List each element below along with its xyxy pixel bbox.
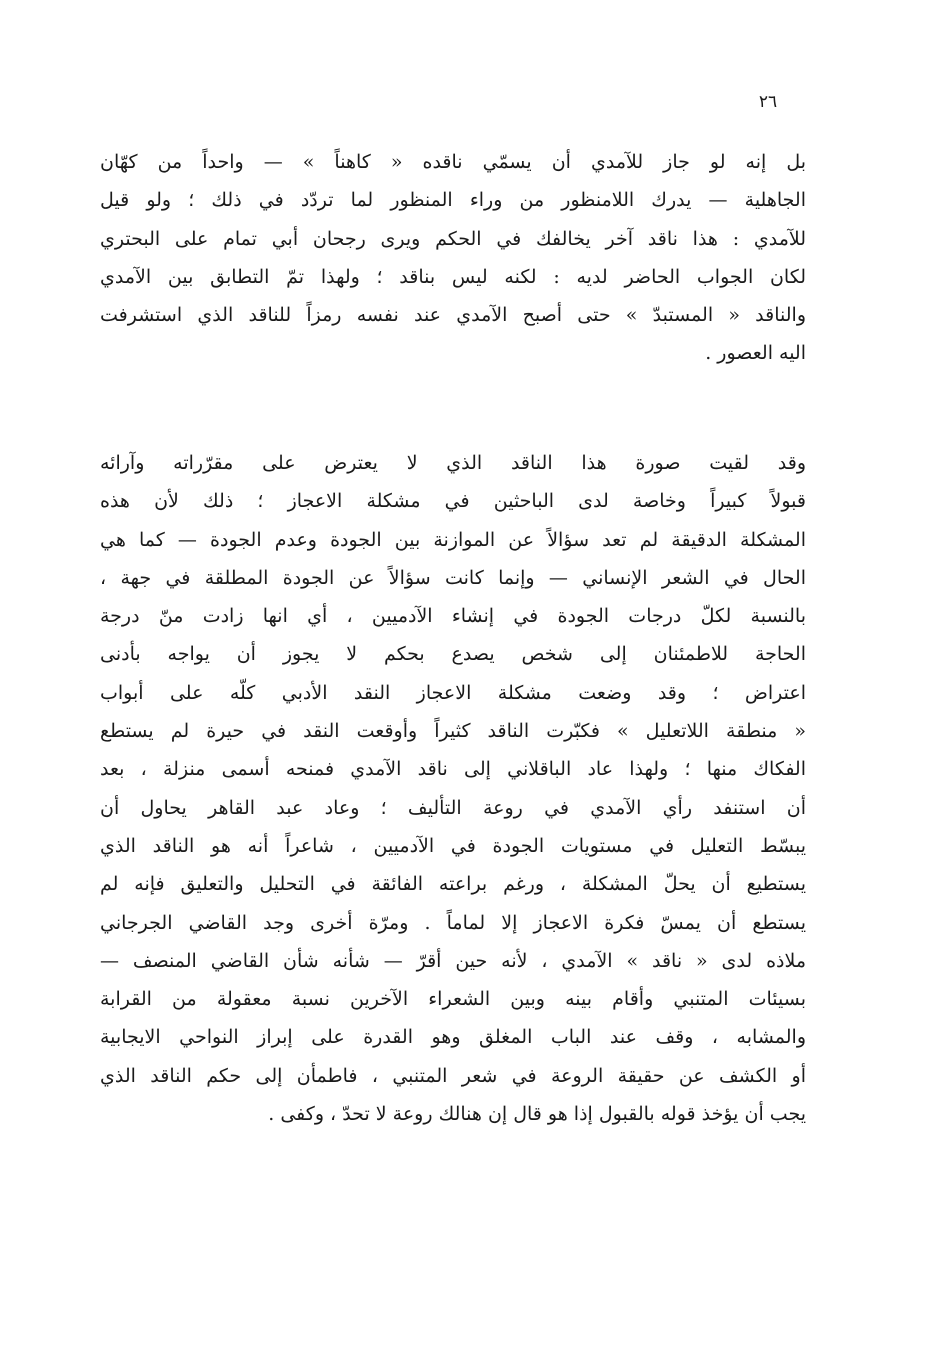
paragraph-line: الفكاك منها ؛ ولهذا عاد الباقلاني إلى ناقد الآمدي فمنحه أسمى منزلة ، بعد — [100, 758, 806, 781]
paragraph-line: يجب أن يؤخذ قوله بالقبول إذا هو قال إن هنالك روعة لا تحدّ ، وكفى . — [268, 1103, 806, 1126]
paragraph-line: اليه العصور . — [705, 342, 806, 365]
paragraph-line: بالنسبة لكلّ درجات الجودة في إنشاء الآدميين ، أي انها زادت منّ درجة — [100, 605, 806, 628]
paragraph-line: لكان الجواب الحاضر لديه : لكنه ليس بناقد ؛ ولهذا تمّ التطابق بين الآمدي — [100, 265, 806, 288]
page-number: ٢٦ — [758, 92, 778, 112]
paragraph-line: يستطيع أن يحلّ المشكلة ، ورغم براعته الفائقة في التحليل والتعليق فإنه لم — [100, 873, 806, 896]
paragraph-line: يبسّط التعليل في مستويات الجودة في الآدميين ، شاعراً أنه هو الناقد الذي — [100, 834, 806, 857]
paragraph-line: يستطع أن يمسّ فكرة الاعجاز إلا لماماً . ومرّة أخرى وجد القاضي الجرجاني — [100, 911, 806, 934]
paragraph-2 — [100, 444, 806, 1133]
paragraph-line: وقد لقيت صورة هذا الناقد الذي لا يعترض على مقرّراته وآرائه — [100, 452, 806, 474]
paragraph-line: الجاهلية — يدرك اللامنظور من وراء المنظور لما تردّد في ذلك ؛ ولو قيل — [100, 189, 806, 212]
paragraph-line: بسيئات المتنبي وأقام بينه وبين الشعراء الآخرين نسبة معقولة من القرابة — [100, 988, 806, 1011]
paragraph-line: بل إنه لو جاز للآمدي أن يسمّي ناقده « كاهناً » — واحداً من كهّان — [100, 151, 806, 173]
paragraph-line: أو الكشف عن حقيقة الروعة في شعر المتنبي ، فاطمأن إلى حكم الناقد الذي — [100, 1064, 806, 1087]
paragraph-line: للآمدي : هذا ناقد آخر يخالفك في الحكم ويرى رجحان أبي تمام على البحتري — [100, 227, 806, 250]
paragraph-1 — [100, 143, 806, 373]
paragraph-line: أن استنفد رأي الآمدي في روعة التأليف ؛ وعاد عبد القاهر يحاول أن — [100, 796, 806, 819]
paragraph-line: ملاذه لدى « ناقد » الآمدي ، لأنه حين أقرّ — شأنه شأن القاضي المنصف — — [100, 949, 806, 972]
paragraph-line: والمشابه ، وقف عند الباب المغلق وهو القدرة على إبراز النواحي الايجابية — [100, 1026, 806, 1049]
paragraph-line: قبولاً كبيراً وخاصة لدى الباحثين في مشكلة الاعجاز ؛ ذلك لأن هذه — [100, 490, 806, 513]
paragraph-line: الحال في الشعر الإنساني — وإنما كانت سؤالاً عن الجودة المطلقة في جهة ، — [100, 566, 806, 589]
paragraph-line: والناقد « المستبدّ » حتى أصبح الآمدي عند نفسه رمزاً للناقد الذي استشرفت — [100, 304, 806, 327]
paragraph-line: « منطقة اللاتعليل » فكبّرت الناقد كثيراً وأوقعت النقد في حيرة لم يستطع — [100, 720, 806, 743]
paragraph-line: اعتراض ؛ وقد وضعت مشكلة الاعجاز النقد الأدبي كلّه على أبواب — [100, 681, 806, 704]
paragraph-line: الحاجة للاطمئنان إلى شخص يصدع بحكم لا يجوز أن يواجه بأدنى — [100, 643, 806, 666]
paragraph-line: المشكلة الدقيقة لم تعد سؤالاً عن الموازنة بين الجودة وعدم الجودة — كما هي — [100, 528, 806, 551]
